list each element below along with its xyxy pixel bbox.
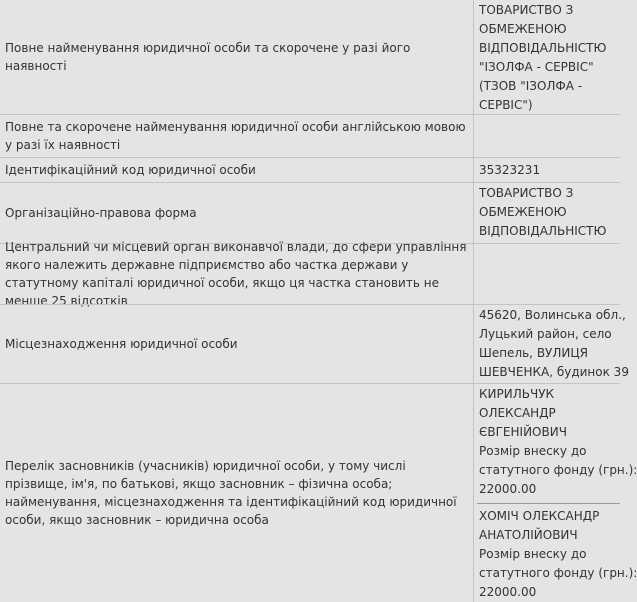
- value-line: Луцький район, село: [479, 327, 612, 341]
- value-location: [475, 305, 629, 383]
- row-location: [0, 304, 629, 383]
- label-governing-body: Центральний чи місцевий орган виконавчої влади, до сфери управління якого належить державне підприємство або частка держави у статутному капіталі юридичної особи, якщо ця частка становить не менше 25 відсотків: [0, 244, 474, 304]
- value-line: "ІЗОЛФА - СЕРВІС": [479, 60, 594, 74]
- value-line: (ТЗОВ "ІЗОЛФА -: [479, 79, 583, 93]
- value-line: 35323231: [479, 162, 541, 177]
- founder-divider: [477, 503, 620, 504]
- value-line: 22000.00: [479, 585, 537, 599]
- value-line: статутного фонду (грн.):: [479, 463, 637, 477]
- value-line: 45620, Волинська обл.,: [479, 308, 626, 322]
- value-english-name: [475, 115, 620, 157]
- label-location: Місцезнаходження юридичної особи: [0, 305, 474, 383]
- value-line: ВІДПОВІДАЛЬНІСТЮ: [479, 41, 607, 55]
- value-line: ОЛЕКСАНДР: [479, 406, 556, 420]
- value-founders: [475, 384, 637, 602]
- value-line: ШЕВЧЕНКА, будинок 39: [479, 365, 629, 379]
- value-line: Шепель, ВУЛИЦЯ: [479, 346, 589, 360]
- value-line: ОБМЕЖЕНОЮ: [479, 22, 567, 36]
- value-legal-form: [475, 183, 620, 243]
- row-full-name: [0, 0, 620, 114]
- label-founders: Перелік засновників (учасників) юридичної особи, у тому числі прізвище, ім'я, по батькові, якщо засновник – фізична особа; найменування, місцезнаходження та ідентифікаційний код юридичної особи, якщо засновник – юридична особа: [0, 384, 474, 602]
- value-line: статутного фонду (грн.):: [479, 566, 637, 580]
- label-legal-form: Організаційно-правова форма: [0, 183, 474, 243]
- founder-entry: [479, 507, 637, 602]
- label-full-name: Повне найменування юридичної особи та скорочене у разі його наявності: [0, 0, 474, 114]
- label-english-name: Повне та скорочене найменування юридичної особи англійською мовою у разі їх наявності: [0, 115, 474, 157]
- row-legal-form: [0, 182, 620, 243]
- value-line: ОБМЕЖЕНОЮ: [479, 205, 567, 219]
- row-founders: [0, 383, 637, 602]
- value-line: Розмір внеску до: [479, 444, 587, 458]
- label-id-code: Ідентифікаційний код юридичної особи: [0, 158, 474, 182]
- row-governing-body: [0, 240, 620, 308]
- value-id-code: [475, 158, 620, 182]
- founder-entry: [479, 385, 637, 499]
- value-line: ВІДПОВІДАЛЬНІСТЮ: [479, 224, 607, 238]
- row-english-name: [0, 114, 620, 157]
- value-governing-body: [475, 244, 620, 304]
- row-id-code: [0, 157, 620, 182]
- value-line: СЕРВІС"): [479, 98, 533, 112]
- value-line: 22000.00: [479, 482, 537, 496]
- value-line: ЄВГЕНІЙОВИЧ: [479, 425, 567, 439]
- value-line: ХОМІЧ ОЛЕКСАНДР: [479, 509, 600, 523]
- value-line: Розмір внеску до: [479, 547, 587, 561]
- value-full-name: [475, 0, 620, 114]
- value-line: ТОВАРИСТВО З: [479, 186, 574, 200]
- value-line: АНАТОЛІЙОВИЧ: [479, 528, 578, 542]
- value-line: ТОВАРИСТВО З: [479, 3, 574, 17]
- value-line: КИРИЛЬЧУК: [479, 387, 555, 401]
